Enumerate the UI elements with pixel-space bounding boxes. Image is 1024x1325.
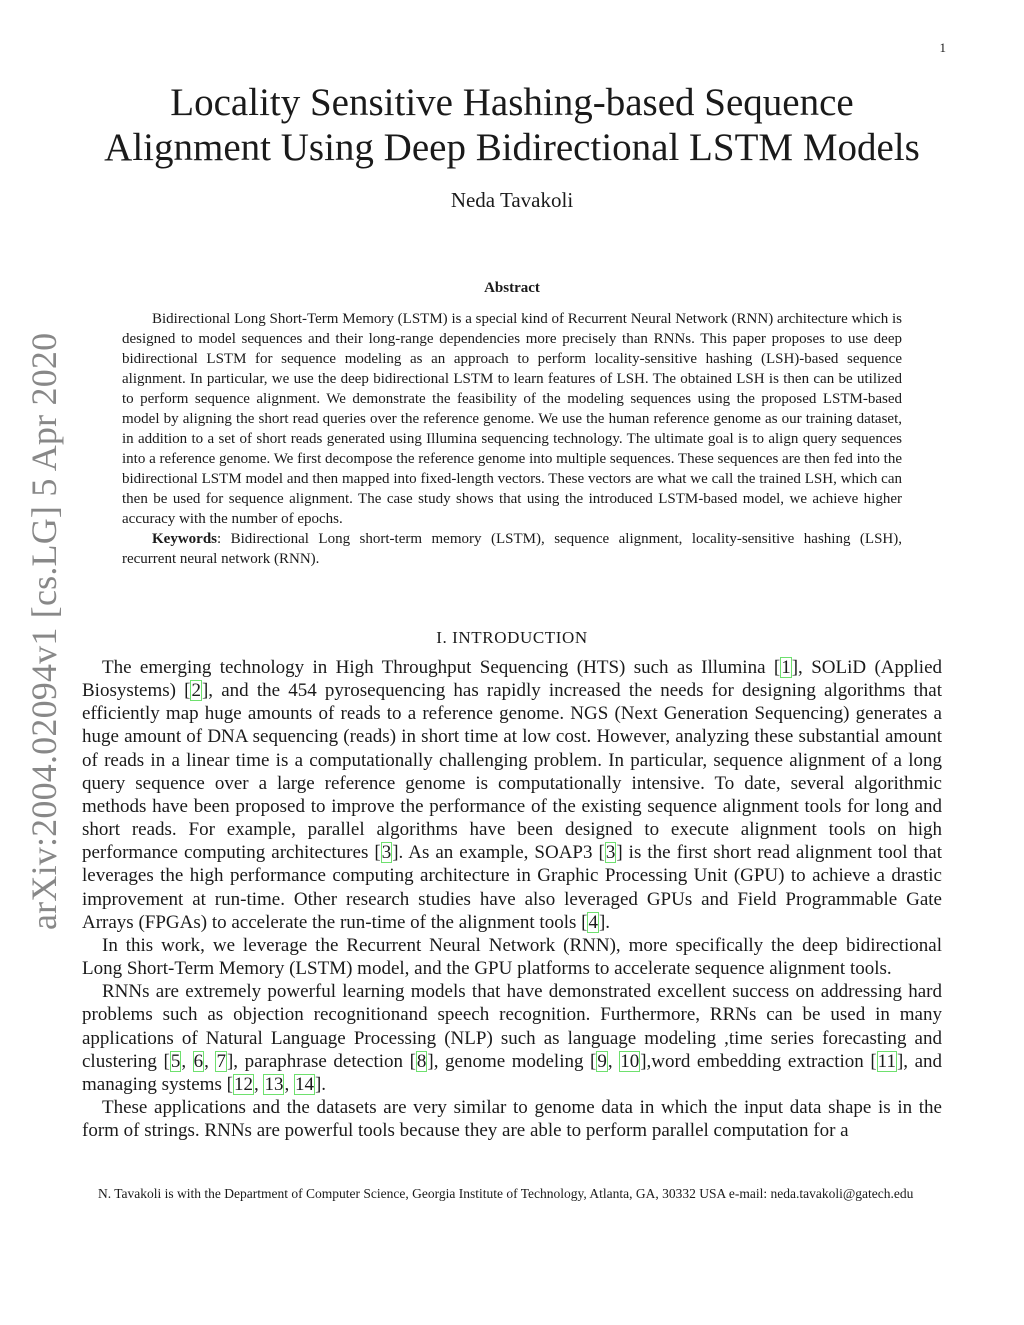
arxiv-identifier-stamp: arXiv:2004.02094v1 [cs.LG] 5 Apr 2020	[24, 332, 64, 930]
author-name: Neda Tavakoli	[450, 188, 574, 212]
text-run: ], genome modeling [	[427, 1050, 597, 1072]
citation-link[interactable]: 2	[191, 680, 201, 702]
paper-title	[70, 80, 954, 170]
text-run: ], paraphrase detection [	[226, 1050, 416, 1072]
footnote-text: N. Tavakoli is with the Department of Computer Science, Georgia Institute of Technology, Atlanta, GA, 30332 USA e-mail: neda.tavakoli@gatech.edu	[98, 1186, 914, 1201]
citation-link[interactable]: 5	[170, 1050, 181, 1072]
citation-link[interactable]: 3	[605, 842, 616, 864]
separator: ,	[253, 1073, 264, 1095]
text-run: ].	[314, 1073, 327, 1095]
citation-link[interactable]: 3	[381, 842, 392, 864]
citation-link[interactable]: 6	[193, 1050, 204, 1072]
keywords-text: : Bidirectional Long short-term memory (LSTM), sequence alignment, locality-sensitive hashing (LSH), recurrent neural network (RNN).	[122, 531, 902, 567]
separator: ,	[204, 1050, 216, 1072]
citation-link[interactable]: 14	[294, 1073, 314, 1095]
text-run: ] is the first short read alignment tool that leverages the high performance computing architecture in Graphic Processing Unit (GPU) to achieve a drastic improvement at run-time. Other research studies have also leveraged GPUs and Field Programmable Gate Arrays (FPGAs) to accelerate the run-time of the alignment tools [	[82, 842, 942, 933]
separator: ,	[181, 1050, 193, 1072]
section-number: I.	[436, 628, 453, 647]
abstract-heading: Abstract	[484, 280, 540, 296]
text-run: ], and the 454 pyrosequencing has rapidly increased the needs for designing algorithms that efficiently map huge amounts of reads to a reference genome. NGS (Next Generation Sequencing) generates a huge amount of DNA sequencing (reads) in short time at low cost. However, analyzing these substantial amount of reads in a linear time is a computationally challenging problem. In particular, sequence alignment of a long query sequence over a large reference genome is computationally intensive. To date, several algorithmic methods have been proposed to improve the performance of the existing sequence alignment tools for long and short reads. For example, parallel algorithms have been designed to execute alignment tools on high performance computing architectures [	[82, 680, 943, 864]
abstract-body	[122, 309, 902, 569]
abstract-text: Bidirectional Long Short-Term Memory (LSTM) is a special kind of Recurrent Neural Network (RNN) architecture which is designed to model sequences and their long-range dependencies more precisely than RNNs. This paper proposes to use deep bidirectional LSTM for sequence modeling as an approach to perform locality-sensitive hashing (LSH)-based sequence alignment. In particular, we use the deep bidirectional LSTM to learn features of LSH. The obtained LSH is then can be utilized to perform sequence alignment. We demonstrate the feasibility of the modeling sequences using the proposed LSTM-based model by aligning the short read queries over the reference genome. We use the human reference genome as our training dataset, in addition to a set of short reads generated using Illumina sequencing technology. The ultimate goal is to align query sequences into a reference genome. We first decompose the reference genome into multiple sequences. These sequences are then fed into the bidirectional LSTM model and then mapped into fixed-length vectors. These vectors are what we call the trained LSH, which can then be used for sequence alignment. The case study shows that using the introduced LSTM-based model, we achieve higher accuracy with the number of epochs.	[122, 311, 902, 527]
section-heading-introduction	[0, 628, 1024, 648]
citation-link[interactable]: 12	[233, 1073, 253, 1095]
section-title-rest: NTRODUCTION	[458, 628, 588, 647]
author-affiliation-footnote	[82, 1185, 942, 1203]
citation-link[interactable]: 7	[216, 1050, 226, 1072]
text-run: RNNs are extremely powerful learning models that have demonstrated excellent success on addressing hard problems such as objection recognitionand speech recognition. Furthermore, RRNs can be used in many applications of Natural Language Processing (NLP) such as language modeling ,time series forecasting and clustering [	[82, 981, 942, 1072]
citation-link[interactable]: 8	[416, 1050, 427, 1072]
section-title-initial: I	[452, 628, 459, 647]
text-run: The emerging technology in High Throughput Sequencing (HTS) such as Illumina [	[102, 657, 781, 678]
paragraph-3	[82, 980, 942, 1096]
keywords-label: Keywords	[152, 531, 217, 547]
citation-link[interactable]: 9	[597, 1050, 607, 1072]
paragraph-2: In this work, we leverage the Recurrent Neural Network (RNN), more specifically the deep bidirectional Long Short-Term Memory (LSTM) model, and the GPU platforms to accelerate sequence alignment tools.	[82, 934, 942, 980]
citation-link[interactable]: 10	[620, 1050, 640, 1072]
citation-link[interactable]: 11	[877, 1050, 896, 1072]
paragraph-4: These applications and the datasets are very similar to genome data in which the input data shape is in the form of strings. RNNs are powerful tools because they are able to perform parallel computation for a	[82, 1096, 942, 1142]
citation-link[interactable]: 4	[588, 911, 598, 933]
text-run: ]. As an example, SOAP3 [	[392, 842, 605, 864]
text-run: ].	[598, 911, 611, 933]
keywords-line	[122, 529, 902, 569]
text-run: ], SOLiD (Applied Biosystems) [	[82, 657, 942, 702]
separator: ,	[607, 1050, 620, 1072]
text-run: ],word embedding extraction [	[640, 1050, 877, 1072]
separator: ,	[284, 1073, 294, 1095]
paragraph-1	[82, 656, 942, 934]
citation-link[interactable]: 13	[264, 1073, 284, 1095]
page-number: 1	[939, 40, 946, 55]
title-line-2: Alignment Using Deep Bidirectional LSTM Models	[104, 126, 920, 169]
title-line-1: Locality Sensitive Hashing-based Sequence	[170, 81, 854, 124]
citation-link[interactable]: 1	[781, 657, 791, 678]
text-run: ], and managing systems [	[82, 1050, 943, 1095]
introduction-body	[82, 656, 942, 1142]
